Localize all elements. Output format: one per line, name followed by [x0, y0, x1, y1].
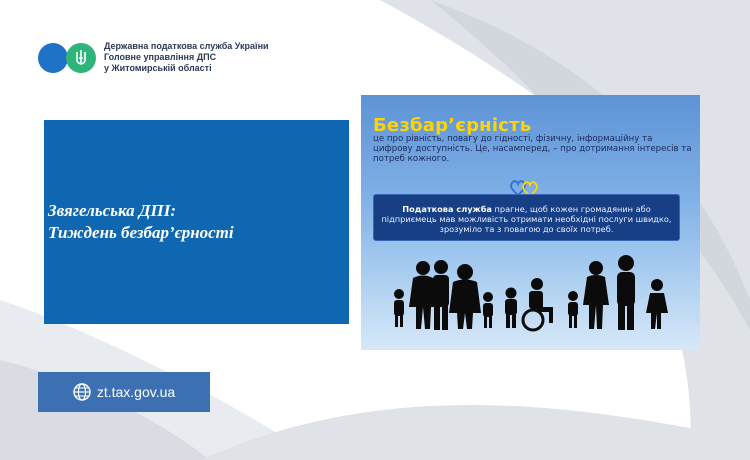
website-link[interactable] — [38, 372, 210, 412]
poster-description: це про рівність, повагу до гідності, фізичну, інформаційну та цифрову доступність. Це, насамперед, – про дотримання інтересів та потреб кожного. — [373, 134, 692, 164]
dps-logo — [38, 43, 96, 73]
poster-image — [361, 95, 700, 350]
globe-icon — [73, 383, 91, 401]
people-silhouettes — [361, 245, 700, 350]
title-box — [44, 120, 349, 324]
header-text — [104, 41, 269, 74]
trident-icon — [75, 49, 87, 67]
header-line-2: Головне управління ДПС — [104, 52, 217, 62]
header — [38, 41, 269, 74]
info-box-bold: Податкова служба — [402, 204, 492, 214]
page-title — [44, 200, 234, 244]
title-line-1: Звягельська ДПІ: — [48, 201, 177, 220]
info-box-text: прагне, щоб кожен громадянин або підприємець мав можливість отримати необхідні послуги швидко, зрозуміло та з повагою до своїх потреб. — [381, 204, 672, 234]
info-box — [373, 194, 680, 241]
title-line-2: Тиждень безбар’єрності — [48, 223, 234, 242]
poster-title: Безбар’єрність — [373, 115, 532, 136]
header-line-1: Державна податкова служба України — [104, 41, 269, 51]
header-line-3: у Житомирській області — [104, 63, 212, 73]
website-label: zt.tax.gov.ua — [96, 384, 176, 400]
